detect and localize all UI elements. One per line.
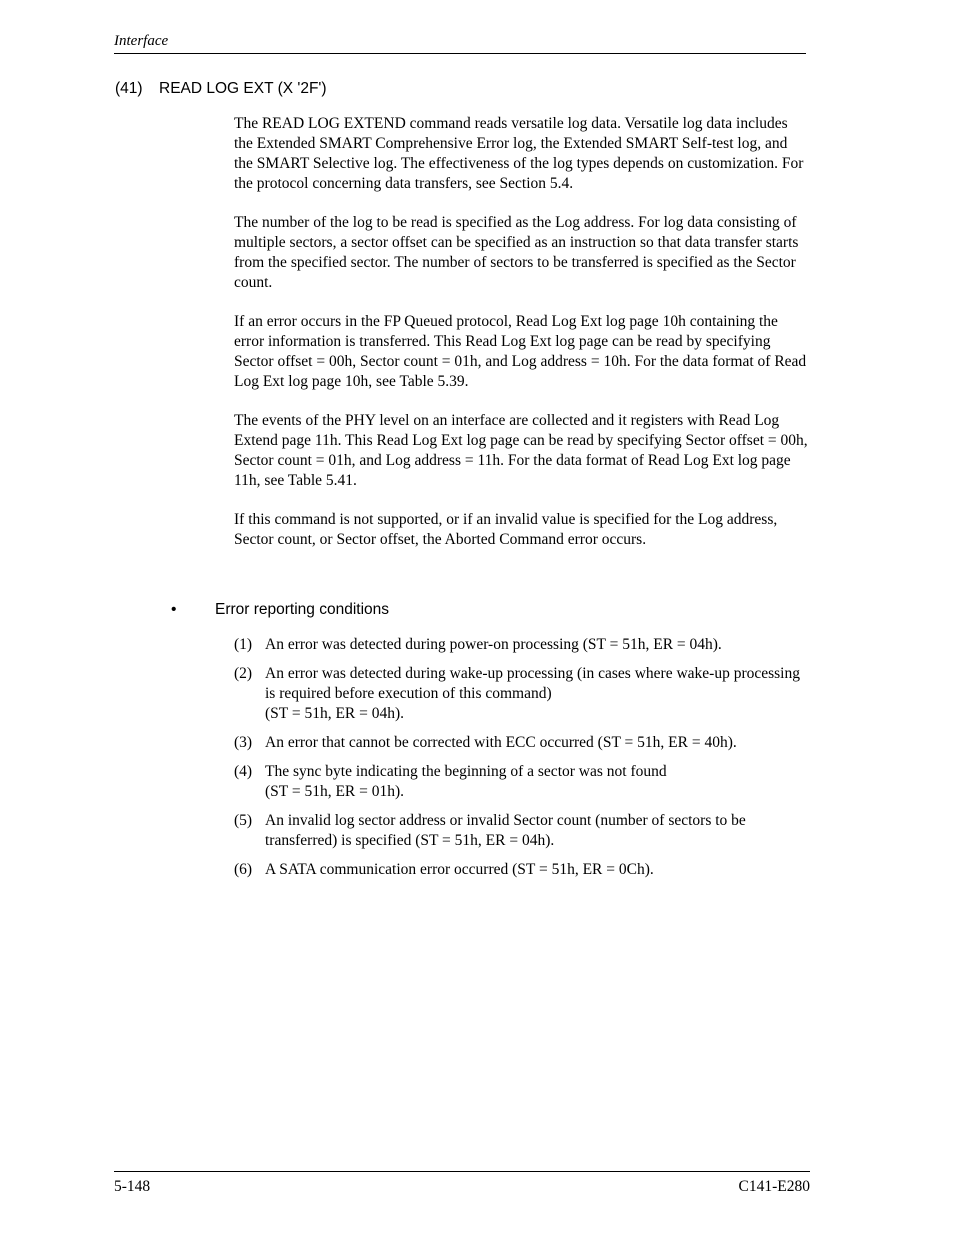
condition-number: (6) xyxy=(234,861,253,878)
condition-text xyxy=(265,635,809,655)
condition-line: The sync byte indicating the beginning of a sector was not found xyxy=(265,763,667,780)
condition-text xyxy=(265,811,809,851)
document-id: C141-E280 xyxy=(738,1178,810,1195)
page-number: 5-148 xyxy=(114,1178,151,1195)
condition-item xyxy=(234,860,809,880)
bullet-label: Error reporting conditions xyxy=(215,601,390,618)
paragraph: The READ LOG EXTEND command reads versatile log data. Versatile log data includes the Extended SMART Comprehensive Error log, the Extended SMART Self-test log, and the SMART Selective log. The effectiveness of the log types depends on customization. For the protocol concerning data transfers, see Section 5.4. xyxy=(234,115,804,192)
running-header xyxy=(114,32,806,54)
paragraph: If an error occurs in the FP Queued protocol, Read Log Ext log page 10h containing the error information is transferred. This Read Log Ext log page can be read by specifying Sector offset = 00h, Sector count = 01h, and Log address = 10h. For the data format of Read Log Ext log page 10h, see Table 5.39. xyxy=(234,313,807,390)
condition-number: (2) xyxy=(234,665,253,682)
condition-line: (ST = 51h, ER = 01h). xyxy=(265,783,405,800)
condition-item xyxy=(234,811,809,851)
condition-item xyxy=(234,762,809,802)
condition-line: An error was detected during power-on processing (ST = 51h, ER = 04h). xyxy=(265,636,722,653)
condition-text xyxy=(265,733,809,753)
running-title: Interface xyxy=(114,33,169,49)
condition-line: An error that cannot be corrected with ECC occurred (ST = 51h, ER = 40h). xyxy=(265,734,737,751)
condition-number: (1) xyxy=(234,636,253,653)
conditions-list xyxy=(234,635,809,889)
condition-line: An invalid log sector address or invalid Sector count (number of sectors to be transferred) is specified (ST = 51h, ER = 04h). xyxy=(265,812,746,849)
condition-line: An error was detected during wake-up processing (in cases where wake-up processing is required before execution of this command) xyxy=(265,665,800,702)
paragraph: The number of the log to be read is specified as the Log address. For log data consisting of multiple sectors, a sector offset can be specified as an instruction so that data transfer starts from the specified sector. The number of sectors to be transferred is specified as the Sector count. xyxy=(234,214,799,291)
page-footer xyxy=(114,1171,810,1196)
condition-number: (5) xyxy=(234,812,253,829)
condition-number: (3) xyxy=(234,734,253,751)
condition-text xyxy=(265,762,809,802)
condition-line: (ST = 51h, ER = 04h). xyxy=(265,705,405,722)
section-heading xyxy=(115,80,327,98)
bullet-item xyxy=(171,601,389,619)
condition-line: A SATA communication error occurred (ST = 51h, ER = 0Ch). xyxy=(265,861,654,878)
section-number: (41) xyxy=(115,80,143,97)
condition-text xyxy=(265,860,809,880)
paragraph: The events of the PHY level on an interface are collected and it registers with Read Log Extend page 11h. This Read Log Ext log page can be read by specifying Sector offset = 00h, Sector count = 01h, and Log address = 11h. For the data format of Read Log Ext log page 11h, see Table 5.41. xyxy=(234,412,808,489)
condition-text xyxy=(265,664,809,724)
condition-number: (4) xyxy=(234,763,253,780)
section-title: READ LOG EXT (X '2F') xyxy=(159,80,327,97)
body-text xyxy=(234,114,809,550)
condition-item xyxy=(234,635,809,655)
bullet-icon: • xyxy=(171,601,177,618)
condition-item xyxy=(234,664,809,724)
condition-item xyxy=(234,733,809,753)
paragraph: If this command is not supported, or if an invalid value is specified for the Log address, Sector count, or Sector offset, the Aborted Command error occurs. xyxy=(234,511,778,548)
